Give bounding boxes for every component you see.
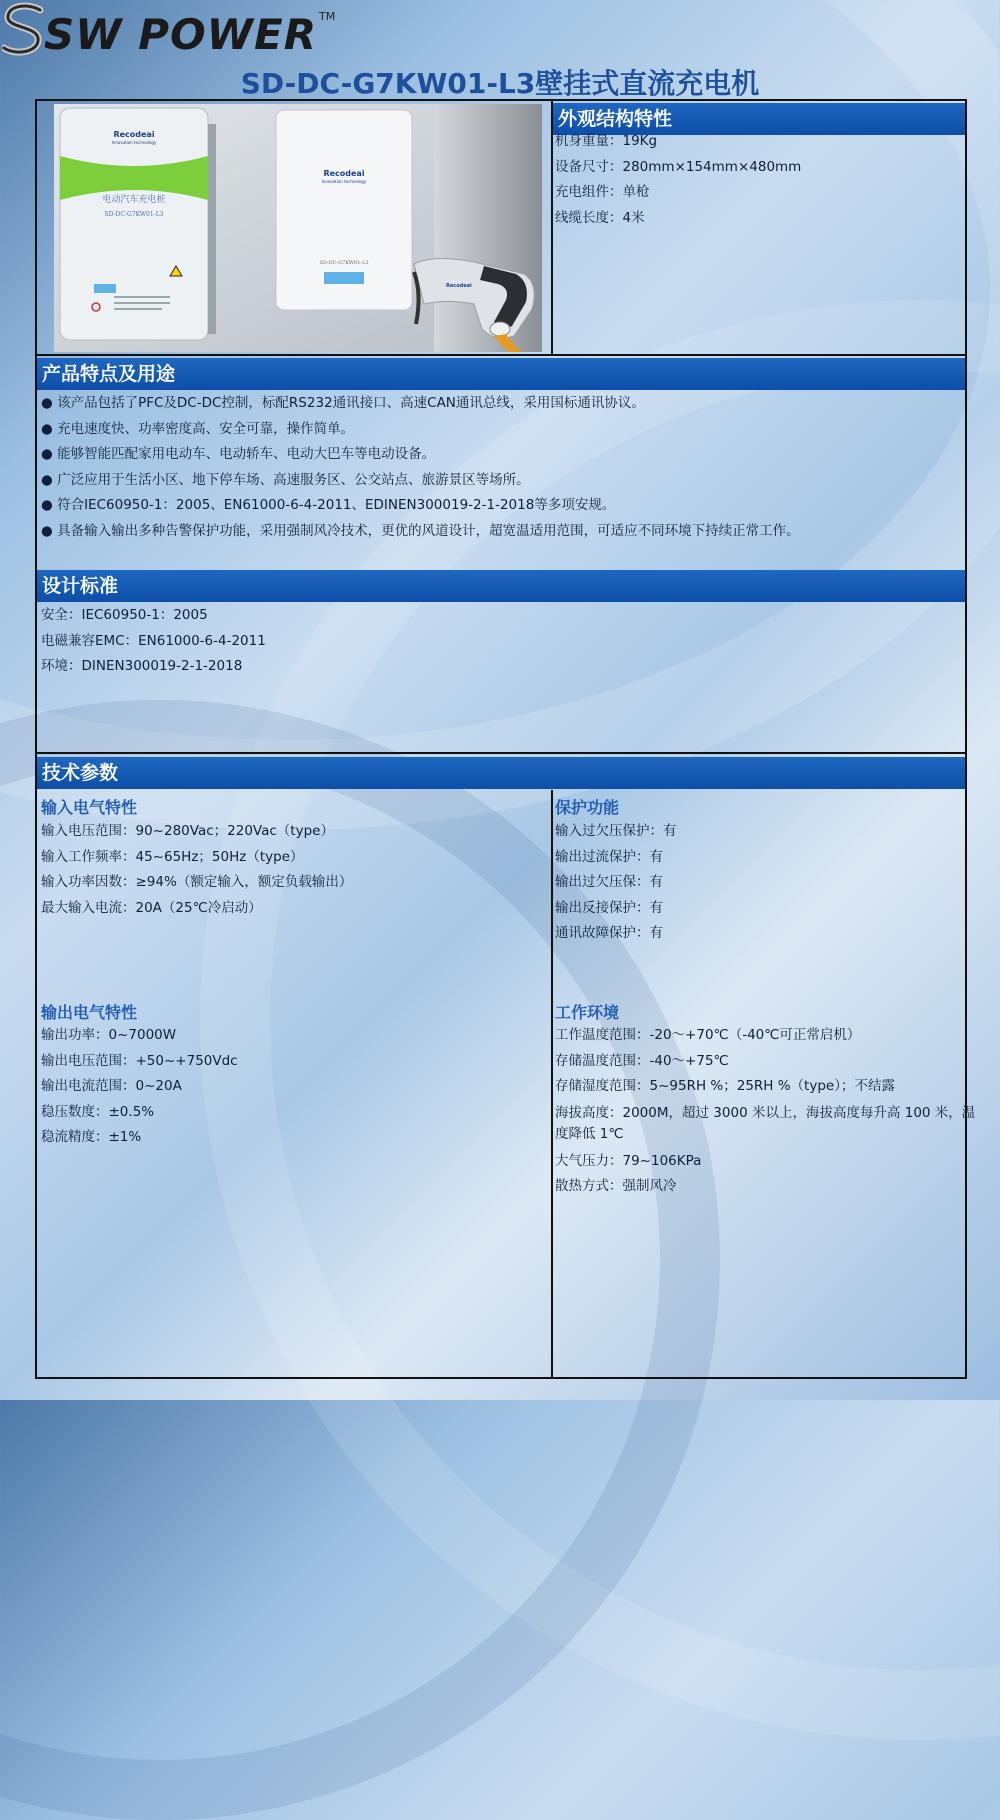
standards-list <box>41 603 266 680</box>
spec-line: 最大输入电流：20A（25℃冷启动） <box>41 899 262 916</box>
environment-spec-list <box>555 1023 976 1200</box>
gun-brand: Recodeai <box>446 283 472 289</box>
spec-line: 工作温度范围：-20～+70℃（-40℃可正常启机） <box>555 1027 861 1043</box>
spec-line: 输入功率因数：≥94%（额定输入，额定负载输出） <box>41 874 353 890</box>
spec-line: 输出功率：0~7000W <box>41 1027 177 1043</box>
product-photo-illustration <box>54 104 542 352</box>
emergency-stop-icon <box>92 303 100 311</box>
spec-line: 输入工作频率：45~65Hz；50Hz（type） <box>41 848 304 865</box>
side-unit-tagline: Innovation technology <box>321 179 367 184</box>
spec-line: 输入过欠压保护：有 <box>555 823 677 839</box>
spec-line: 输出反接保护：有 <box>555 899 663 916</box>
brand-name: SW POWER <box>44 10 318 59</box>
spec-line: 输出电压范围：+50~+750Vdc <box>41 1052 238 1069</box>
environment-subheading: 工作环境 <box>555 1003 620 1022</box>
display-window <box>94 284 116 293</box>
tech-section-heading: 技术参数 <box>37 757 965 789</box>
standard-line: 电磁兼容EMC：EN61000-6-4-2011 <box>41 632 266 649</box>
spec-line: 存储湿度范围：5~95RH %；25RH %（type）；不结露 <box>555 1078 895 1094</box>
feature-item: ● 具备输入输出多种告警保护功能，采用强制风冷技术，更优的风道设计，超宽温适用范围，可适应不同环境下持续正常工作。 <box>41 522 800 539</box>
spec-line: 输出过欠压保：有 <box>555 874 663 890</box>
protection-spec-list <box>555 819 677 947</box>
spec-sheet-frame <box>35 99 976 1379</box>
brand-s-mark-icon <box>2 2 48 58</box>
spec-line: 线缆长度：4米 <box>555 209 645 226</box>
spec-line: 稳压数度：±0.5% <box>41 1103 155 1120</box>
input-subheading: 输入电气特性 <box>41 798 138 817</box>
standard-line: 环境：DINEN300019-2-1-2018 <box>41 658 243 674</box>
feature-item: ● 该产品包括了PFC及DC-DC控制，标配RS232通讯接口、高速CAN通讯总线，采用国标通讯协议。 <box>41 395 645 411</box>
standards-section-heading: 设计标准 <box>37 570 965 602</box>
spec-line: 设备尺寸：280mm×154mm×480mm <box>555 158 802 175</box>
feature-item: ● 充电速度快、功率密度高、安全可靠，操作简单。 <box>41 420 355 437</box>
spec-line: 充电组件：单枪 <box>555 184 650 200</box>
spec-line: 稳流精度：±1% <box>41 1129 142 1145</box>
spec-line: 散热方式：强制风冷 <box>555 1178 677 1194</box>
trademark-symbol: TM <box>319 10 336 23</box>
spec-line: 海拔高度：2000M，超过 3000 米以上，海拔高度每升高 100 米，温 <box>555 1104 976 1121</box>
spec-line: 输出过流保护：有 <box>555 848 663 865</box>
features-section-heading: 产品特点及用途 <box>37 358 965 390</box>
spec-line: 存储温度范围：-40～+75℃ <box>555 1052 729 1069</box>
output-spec-list <box>41 1023 238 1151</box>
protection-subheading: 保护功能 <box>555 798 620 817</box>
spec-line: 输出电流范围：0~20A <box>41 1078 182 1094</box>
spec-line: 大气压力：79~106KPa <box>555 1152 702 1169</box>
panel-label: 电动汽车充电桩 <box>102 195 166 205</box>
panel-model: SD-DC-G7KW01-L3 <box>104 211 164 218</box>
side-unit-model: SD-DC-G7KW01-L3 <box>319 260 369 266</box>
spec-line: 通讯故障保护：有 <box>555 925 663 941</box>
brand-logo <box>2 2 335 64</box>
standard-line: 安全：IEC60950-1：2005 <box>41 607 208 623</box>
appearance-section-heading: 外观结构特性 <box>553 103 965 135</box>
feature-item: ● 能够智能匹配家用电动车、电动轿车、电动大巴车等电动设备。 <box>41 446 436 462</box>
input-spec-list <box>41 819 352 921</box>
output-subheading: 输出电气特性 <box>41 1003 138 1022</box>
appearance-spec-list <box>555 129 801 231</box>
feature-item: ● 符合IEC60950-1：2005、EN61000-6-4-2011、EDINEN300019-2-1-2018等多项安规。 <box>41 497 616 513</box>
spec-line: 度降低 1℃ <box>555 1125 624 1142</box>
product-photo <box>54 104 542 352</box>
charger-brand: Recodeai <box>113 130 155 139</box>
spec-line: 机身重量：19Kg <box>555 133 658 149</box>
feature-item: ● 广泛应用于生活小区、地下停车场、高速服务区、公交站点、旅游景区等场所。 <box>41 471 530 488</box>
features-list <box>41 391 800 544</box>
spec-line: 输入电压范围：90~280Vac；220Vac（type） <box>41 823 334 839</box>
document-title: SD-DC-G7KW01-L3壁挂式直流充电机 <box>240 67 760 100</box>
side-unit-display <box>324 272 364 284</box>
side-unit-brand: Recodeai <box>323 169 365 178</box>
charger-tagline: Innovation technology <box>111 140 157 145</box>
